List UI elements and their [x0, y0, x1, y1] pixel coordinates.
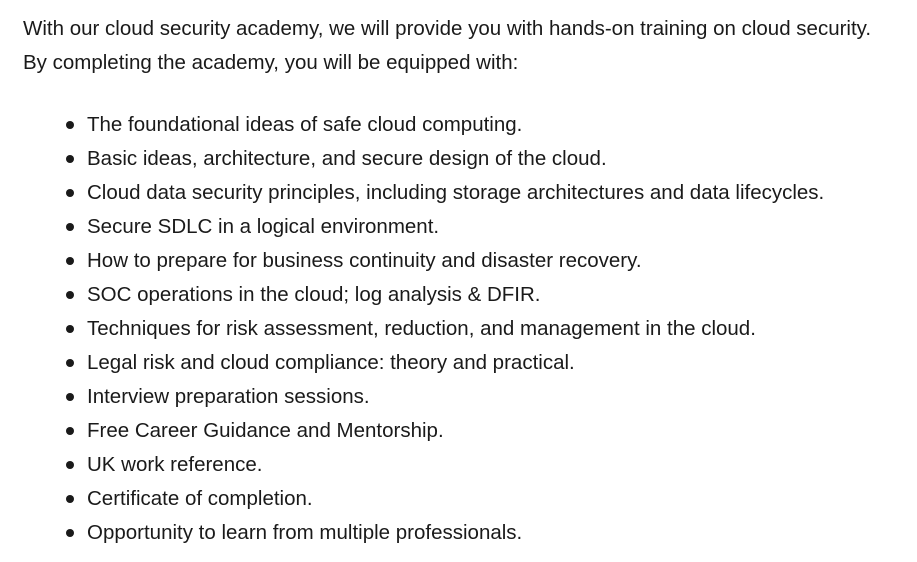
bullet-icon — [66, 121, 74, 129]
list-item — [23, 108, 917, 142]
bullet-icon — [66, 393, 74, 401]
list-item-text: The foundational ideas of safe cloud computing. — [87, 113, 523, 136]
list-item-text: Techniques for risk assessment, reduction, and management in the cloud. — [87, 317, 756, 340]
bullet-icon — [66, 359, 74, 367]
list-item — [23, 380, 917, 414]
bullet-icon — [66, 155, 74, 163]
list-item — [23, 210, 917, 244]
bullet-icon — [66, 461, 74, 469]
list-item-text: How to prepare for business continuity and disaster recovery. — [87, 249, 642, 272]
list-item-text: Cloud data security principles, including storage architectures and data lifecycles. — [87, 181, 825, 204]
benefits-list — [23, 108, 917, 550]
list-item-text: Opportunity to learn from multiple professionals. — [87, 521, 523, 544]
bullet-icon — [66, 495, 74, 503]
list-item — [23, 346, 917, 380]
list-item — [23, 414, 917, 448]
list-item — [23, 176, 917, 210]
bullet-icon — [66, 427, 74, 435]
list-item — [23, 142, 917, 176]
list-item-text: UK work reference. — [87, 453, 263, 476]
bullet-icon — [66, 529, 74, 537]
list-item — [23, 312, 917, 346]
list-item — [23, 448, 917, 482]
list-item — [23, 244, 917, 278]
bullet-icon — [66, 223, 74, 231]
list-item-text: Free Career Guidance and Mentorship. — [87, 419, 444, 442]
list-item-text: Basic ideas, architecture, and secure design of the cloud. — [87, 147, 607, 170]
list-item-text: Legal risk and cloud compliance: theory and practical. — [87, 351, 575, 374]
list-item — [23, 516, 917, 550]
list-item-text: Interview preparation sessions. — [87, 385, 370, 408]
list-item-text: Secure SDLC in a logical environment. — [87, 215, 440, 238]
bullet-icon — [66, 291, 74, 299]
intro-paragraph: With our cloud security academy, we will provide you with hands-on training on cloud security. By completing the academy, you will be equipped with: — [23, 17, 872, 74]
list-item — [23, 278, 917, 312]
bullet-icon — [66, 189, 74, 197]
list-item-text: SOC operations in the cloud; log analysis & DFIR. — [87, 283, 541, 306]
list-item-text: Certificate of completion. — [87, 487, 313, 510]
bullet-icon — [66, 325, 74, 333]
bullet-icon — [66, 257, 74, 265]
list-item — [23, 482, 917, 516]
